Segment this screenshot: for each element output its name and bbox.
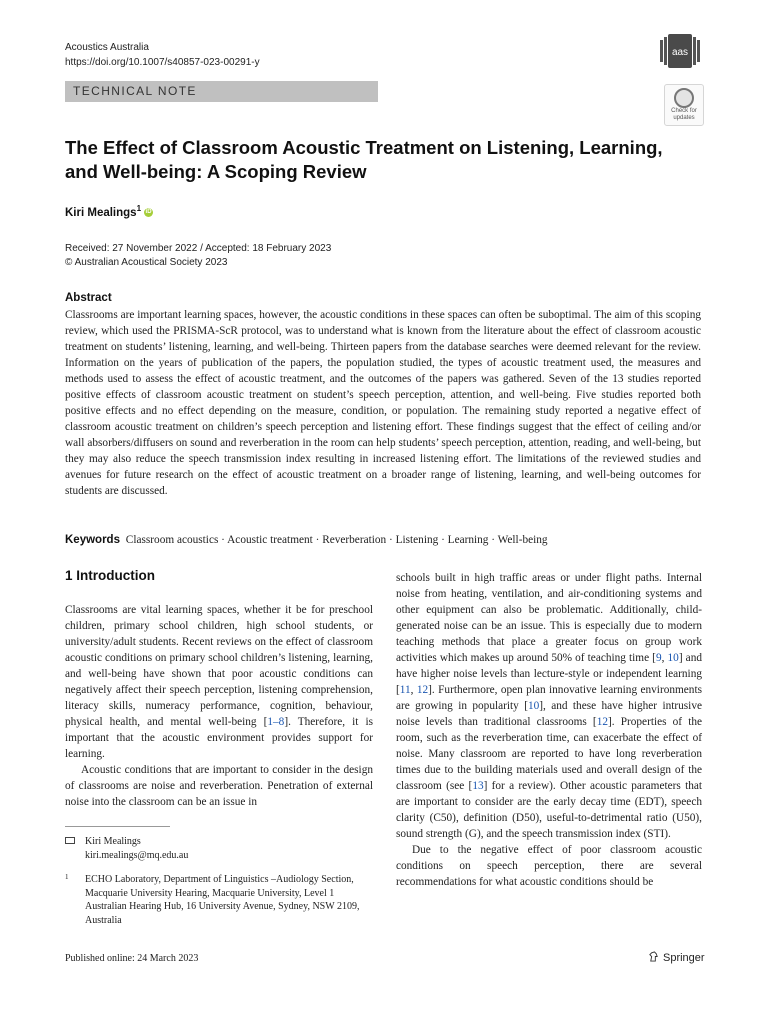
citation-link[interactable]: 10: [667, 652, 679, 664]
keywords-list: Classroom acoustics · Acoustic treatment · Reverberation · Listening · Learning · Well-being: [125, 534, 548, 546]
title-line-1: The Effect of Classroom Acoustic Treatment on Listening, Learning,: [65, 137, 663, 158]
journal-header: [65, 40, 260, 70]
citation-link[interactable]: 10: [527, 700, 540, 712]
contact-name: Kiri Mealings: [85, 836, 141, 847]
orcid-icon[interactable]: iD: [145, 209, 152, 216]
title-line-2: and Well-being: A Scoping Review: [65, 161, 367, 182]
keywords-label: Keywords: [65, 534, 120, 546]
body-column-right: [396, 570, 702, 890]
logo-text: aas: [671, 47, 689, 58]
citation-link[interactable]: 13: [472, 780, 484, 792]
paragraph: Due to the negative effect of poor classroom acoustic conditions on speech perception, there are several recommendations for what acoustic conditions should be: [396, 844, 702, 888]
copyright: © Australian Acoustical Society 2023: [65, 257, 228, 268]
paragraph: Classrooms are vital learning spaces, whether it be for preschool children, primary school children, high school students, or university/adult students. Recent reviews on the effect of classroom acoustic conditions on primary school children’s listening, learning, and well-being have shown that poor acoustic conditions can negatively affect their speech perception, listening comprehension, literacy skills, numeracy performance, cognition, behaviour, physical health, and mental well-being [1–8]. Therefore, it is important that the acoustic environment provides support for learning.: [65, 604, 373, 760]
article-title: [65, 136, 665, 184]
received-accepted: Received: 27 November 2022 / Accepted: 18 February 2023: [65, 243, 332, 254]
article-type: TECHNICAL NOTE: [73, 84, 197, 98]
citation-link[interactable]: 1–8: [267, 716, 285, 728]
keywords: [65, 534, 705, 546]
author-line: [65, 204, 153, 219]
springer-horse-icon: [648, 951, 659, 962]
affiliation-text: ECHO Laboratory, Department of Linguistics –Audiology Section, Macquarie University Hearing, Macquarie University, Level 1 Australian Hearing Hub, 16 University Avenue, Sydney, NSW 2109, Australia: [85, 874, 360, 926]
journal-logo: [660, 34, 704, 73]
section-heading: 1 Introduction: [65, 568, 155, 583]
contact-email[interactable]: kiri.mealings@mq.edu.au: [85, 850, 189, 861]
author-name[interactable]: Kiri Mealings: [65, 206, 137, 219]
check-updates-label: Check for updates: [671, 108, 697, 121]
doi-link[interactable]: https://doi.org/10.1007/s40857-023-00291-y: [65, 57, 260, 68]
publisher: [648, 951, 705, 964]
citation-link[interactable]: 12: [416, 684, 429, 696]
footnote-divider: [65, 826, 170, 827]
affiliation-number: 1: [65, 873, 69, 881]
paragraph: Acoustic conditions that are important to consider in the design of classrooms are noise and reverberation. Penetration of external noise into the classroom can be an issue in: [65, 764, 373, 808]
body-column-left: [65, 602, 373, 810]
citation-link[interactable]: 12: [596, 716, 608, 728]
paragraph: schools built in high traffic areas or under flight paths. Internal noise from heating, ventilation, and air-conditioning systems and other equipment can also be problematic. Additionally, child-generated noise can be an issue. This is especially due to modern teaching methods that place a greater focus on group work activities which makes up around 50% of teaching time [9, 10] and have higher noise levels than lecture-style or independent learning [11, 12]. Furthermore, open plan innovative learning environments are growing in popularity [10], and these have higher intrusive noise levels than traditional classrooms [12]. Properties of the room, such as the reverberation time, can exacerbate the effect of noise. Many classroom are reported to have long reverberation times due to the building materials used and overall design of the classroom (see [13] for a review). Other acoustic parameters that are important to consider are the early decay time (EDT), speech clarity (C50), definition (D50), useful-to-detrimental ratio (U50), sound strength (G), and the speech transmission index (STI).: [396, 572, 703, 840]
check-updates-badge[interactable]: [664, 84, 704, 126]
abstract-text: Classrooms are important learning spaces, however, the acoustic conditions in these spaces can often be suboptimal. The aim of this scoping review, which used the PRISMA-ScR protocol, was to understand what is known from the literature about the effect of classroom acoustic treatment on students’ listening, learning, and well-being. Thirteen papers from the database searches were deemed relevant for the review. Information on the years of publication of the papers, the population studied, the types of acoustic treatment used, the measures and methods used to assess the effect of acoustic treatment, and the outcomes of the papers was gathered. Seven of the 13 studies reported positive effects of classroom acoustic treatment on student’s speech perception, attention, and well-being. Five studies reported both positive effects and no effect depending on the measure, condition, or population. The remaining study reported a negative effect of classroom acoustic treatment on children’s speech perception and listening effort. These findings suggest that the effect of ceiling and/or wall absorbers/diffusers on sound and reverberation in the room can help students’ speech perception, attention, reading, and well-being, but they may also reduce the speech transmission index resulting in increased listening effort. The limitations of the reviewed studies and avenues for future research on the effect of acoustic treatment on a broader range of listening, learning, and well-being outcomes for students are discussed.: [65, 309, 701, 497]
author-affiliation-mark: 1: [136, 204, 142, 213]
article-type-bar: [65, 81, 378, 102]
citation-link[interactable]: 9: [655, 652, 662, 664]
contact-footnote: [65, 835, 188, 863]
article-dates: [65, 242, 331, 270]
abstract-heading: Abstract: [65, 292, 112, 304]
affiliation-footnote: [65, 873, 365, 927]
check-updates-icon: [674, 88, 694, 108]
envelope-icon: [65, 837, 75, 844]
citation-link[interactable]: 11: [399, 684, 411, 696]
published-date: Published online: 24 March 2023: [65, 953, 199, 964]
publisher-name: Springer: [663, 952, 705, 964]
journal-name: Acoustics Australia: [65, 42, 149, 53]
